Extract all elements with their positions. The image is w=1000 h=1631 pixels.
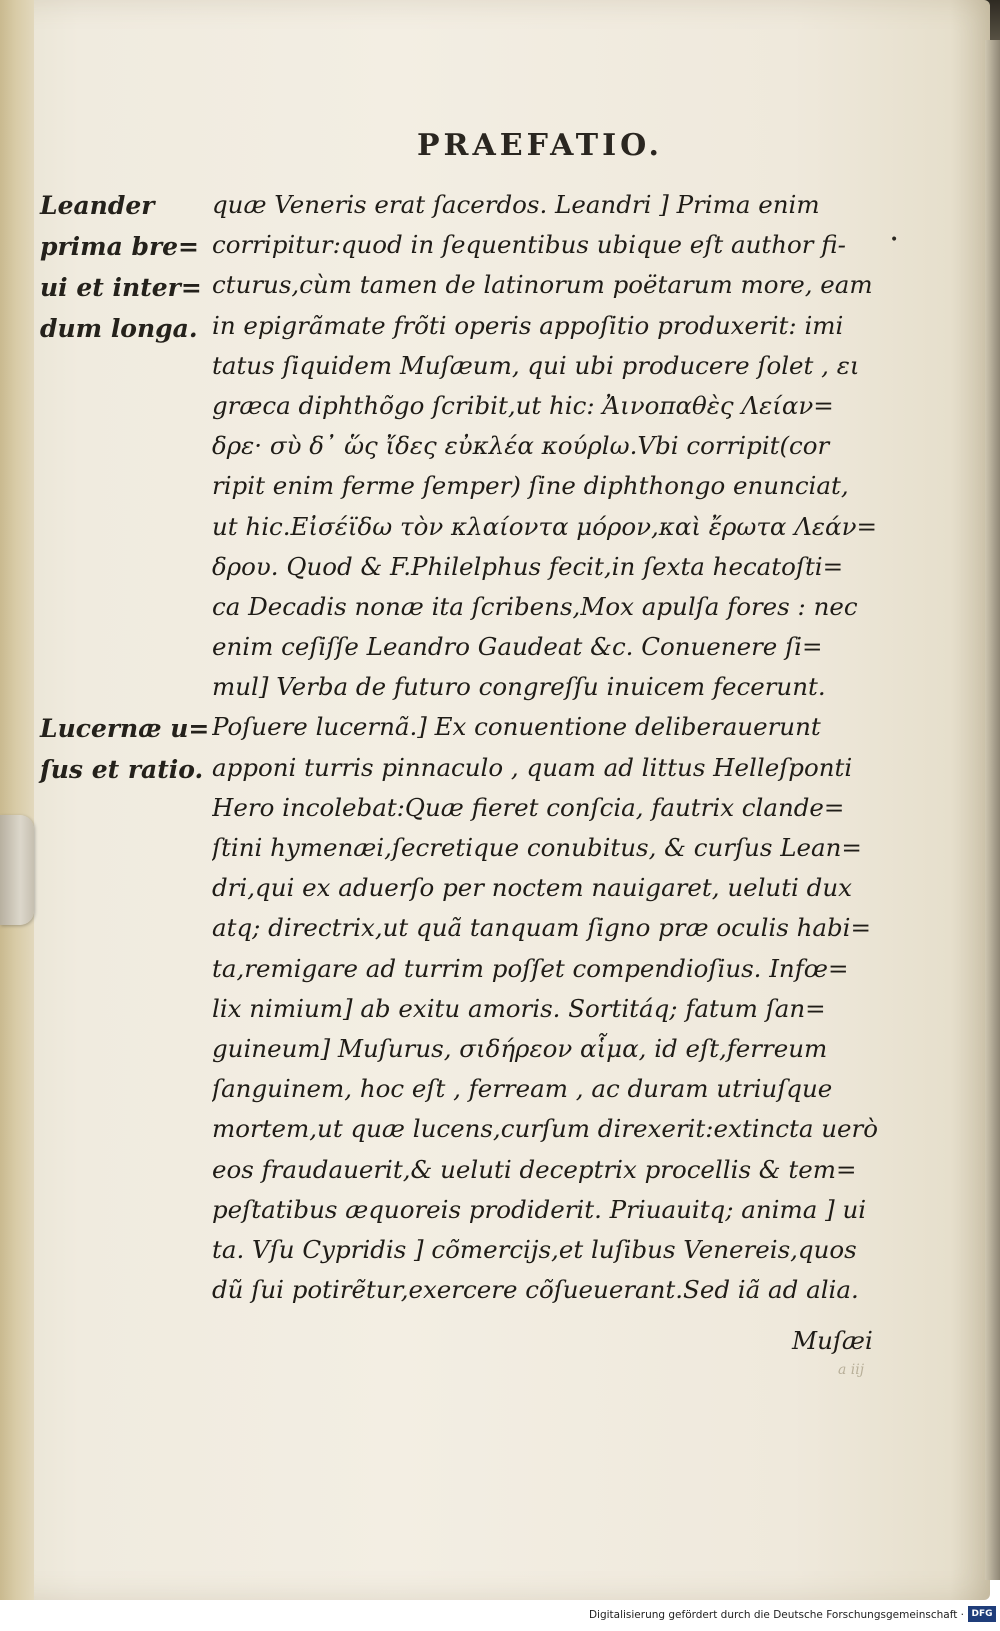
body-line: Hero incolebat:Quæ fieret conſcia, fautrix clande= [212,792,845,822]
body-line: δρε· σὺ δ᾽ ὥς ἴδες εὐκλέα κούρlω.Vbi corripit(cor [212,431,830,461]
body-line: enim ceſiſſe Leandro Gaudeat &c. Conuenere ſi= [212,632,823,662]
body-line: lix nimium] ab exitu amoris. Sortitáq; fatum ſan= [212,993,826,1023]
body-line: peſtatibus æquoreis prodiderit. Priuauitq; anima ] ui [212,1194,867,1224]
footer-bar [0,1600,1000,1631]
body-line: guineum] Muſurus, σιδήρεον αἷμα, id eſt,ferreum [212,1033,828,1063]
body-line: dũ ſui potirẽtur,exercere cõſueuerant.Sed iã ad alia. [212,1275,859,1305]
margin-dot-mark: • [890,232,899,248]
body-line: ripit enim ferme ſemper) ſine diphthongo enunciat, [212,471,849,501]
margin-note-line: prima bre= [40,232,200,261]
margin-note-line: Lucernæ u= [40,714,210,743]
book-edge-right [985,40,1000,1580]
dfg-logo: DFG [968,1606,996,1622]
body-line: ut hic.Εἰσέϊδω τὸν κλαίοντα μόρον,καὶ ἔρωτα Λεάν= [212,511,878,541]
body-line: ſanguinem, hoc eſt , ferream , ac duram utriuſque [212,1074,833,1104]
body-line: ſtini hymenæi,ſecretique conubitus, & curſus Lean= [212,833,862,862]
body-line: tatus ſiquidem Muſæum, qui ubi producere ſolet , ει [212,350,860,380]
page-binding [0,0,34,1600]
page-clip [0,815,34,925]
margin-note-line: ſus et ratio. [40,755,204,784]
body-line: corripitur:quod in ſequentibus ubique eſt author fi- [212,230,846,260]
body-text [212,185,902,1310]
body-line: δρου. Quod & F.Philelphus fecit,in ſexta hecatoſti= [212,551,844,581]
catchword: Muſæi [792,1326,873,1355]
body-line: eos fraudauerit,& ueluti deceptrix procellis & tem= [212,1154,857,1184]
body-line: ca Decadis nonæ ita ſcribens,Mox apulſa fores : nec [212,591,858,621]
body-line: dri,qui ex aduerſo per noctem nauigaret, ueluti dux [212,873,852,903]
body-line: apponi turris pinnaculo , quam ad littus Helleſponti [212,752,853,782]
body-line: quæ Veneris erat ſacerdos. Leandri ] Prima enim [212,190,820,219]
body-line: cturus,cùm tamen de latinorum poëtarum more, eam [212,270,873,300]
signature-mark: a iij [838,1362,865,1378]
body-line: ta,remigare ad turrim poſſet compendioſius. Infœ= [212,953,849,983]
margin-note-line: Leander [40,191,155,220]
body-line: Poſuere lucernã.] Ex conuentione deliberauerunt [212,712,821,742]
body-line: in epigrãmate frõti operis appoſitio produxerit: imi [212,310,844,340]
margin-note-lucerna [40,708,210,790]
margin-note-leander [40,185,200,349]
margin-note-line: ui et inter= [40,273,202,302]
page-header: PRAEFATIO. [417,128,663,163]
body-line: ta. Vſu Cypridis ] cõmercijs,et luſibus Venereis,quos [212,1234,857,1264]
body-line: mul] Verba de futuro congreſſu inuicem fecerunt. [212,672,826,702]
footer-credit: Digitalisierung gefördert durch die Deutsche Forschungsgemeinschaft · [588,1609,964,1621]
margin-note-line: dum longa. [40,314,198,343]
body-line: mortem,ut quæ lucens,curſum direxerit:extincta uerò [212,1114,878,1144]
body-line: atq; directrix,ut quã tanquam ſigno præ oculis habi= [212,913,872,943]
body-line: græca diphthõgo ſcribit,ut hic: Ἀινοπαθὲς Λείαν= [212,390,834,420]
